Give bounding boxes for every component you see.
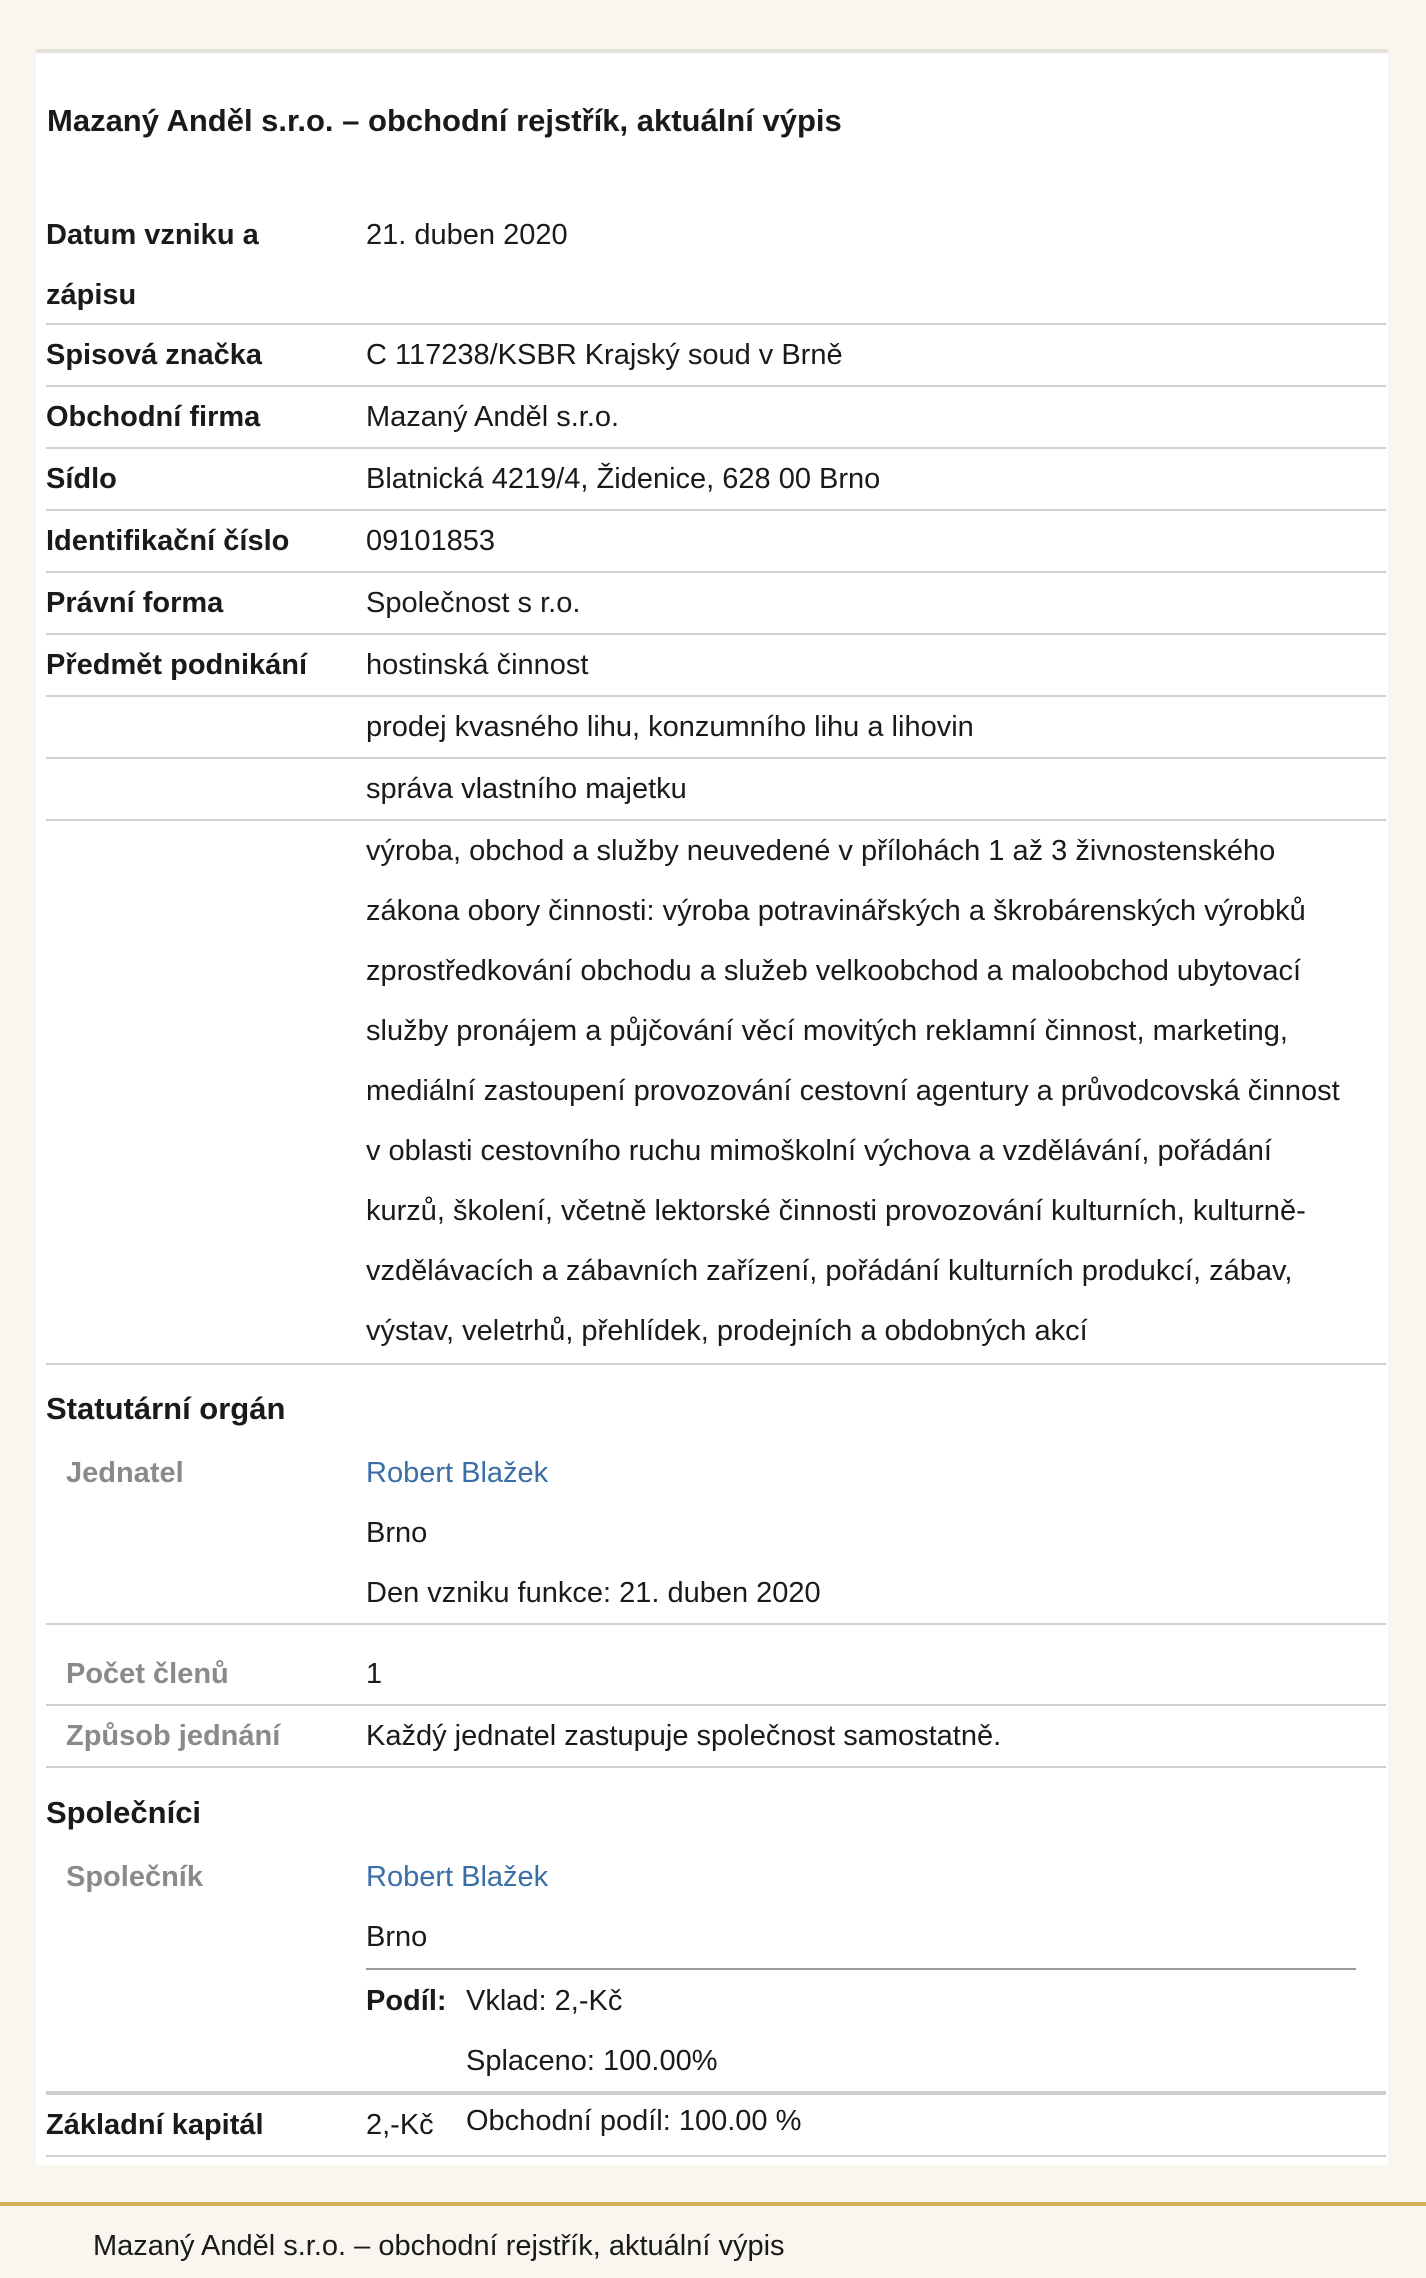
spolecnik-name-link[interactable]: Robert Blažek <box>366 1861 549 1893</box>
value-predmet-4-line-4: služby pronájem a půjčování věcí movitých reklamní činnost, marketing, <box>366 1015 1288 1047</box>
label-pocet-clenu: Počet členů <box>66 1658 229 1690</box>
podil-obchodni: Obchodní podíl: 100.00 % <box>466 2105 802 2137</box>
value-predmet-4-line-1: výroba, obchod a služby neuvedené v přílohách 1 až 3 živnostenského <box>366 835 1276 867</box>
value-obchodni-firma: Mazaný Anděl s.r.o. <box>366 401 620 433</box>
section-spolecnici: Společníci <box>46 1795 202 1830</box>
label-obchodni-firma: Obchodní firma <box>46 401 261 433</box>
row-ico <box>46 511 1386 573</box>
value-predmet-1: hostinská činnost <box>366 649 589 681</box>
label-spisova-znacka: Spisová značka <box>46 339 262 371</box>
value-predmet-4-line-3: zprostředkování obchodu a služeb velkoobchod a maloobchod ubytovací <box>366 955 1302 987</box>
label-zpusob-jednani: Způsob jednání <box>66 1720 281 1752</box>
label-datum-vzniku-2: zápisu <box>46 279 137 311</box>
row-pravni-forma <box>46 573 1386 635</box>
row-spisova-znacka <box>46 325 1386 387</box>
row-obchodni-firma <box>46 387 1386 449</box>
value-predmet-4-line-7: kurzů, školení, včetně lektorské činnosti provozování kulturních, kulturně- <box>366 1195 1306 1227</box>
jednatel-name-link[interactable]: Robert Blažek <box>366 1457 549 1489</box>
row-datum-vzniku <box>46 205 1386 325</box>
podil-divider <box>366 1968 1356 1970</box>
podil-splaceno: Splaceno: 100.00% <box>466 2045 718 2077</box>
jednatel-city: Brno <box>366 1517 428 1549</box>
row-predmet-4 <box>46 821 1386 1365</box>
label-predmet-podnikani: Předmět podnikání <box>46 649 308 681</box>
podil-vklad: Vklad: 2,-Kč <box>466 1985 623 2017</box>
value-pocet-clenu: 1 <box>366 1658 383 1690</box>
row-predmet-1 <box>46 635 1386 697</box>
label-jednatel: Jednatel <box>66 1457 184 1489</box>
row-sidlo <box>46 449 1386 511</box>
value-predmet-3: správa vlastního majetku <box>366 773 687 805</box>
page-footer <box>0 2202 1426 2278</box>
row-predmet-2 <box>46 697 1386 759</box>
row-pocet-clenu <box>46 1644 1386 1706</box>
value-predmet-2: prodej kvasného lihu, konzumního lihu a lihovin <box>366 711 974 743</box>
value-ico: 09101853 <box>366 525 496 557</box>
value-predmet-4-line-9: výstav, veletrhů, přehlídek, prodejních a obdobných akcí <box>366 1315 1088 1347</box>
value-pravni-forma: Společnost s r.o. <box>366 587 581 619</box>
value-predmet-4-line-2: zákona obory činnosti: výroba potravinářských a škrobárenských výrobků <box>366 895 1306 927</box>
row-zakladni-kapital <box>46 2093 1386 2157</box>
spolecnik-city: Brno <box>366 1921 428 1953</box>
value-datum-vzniku: 21. duben 2020 <box>366 219 568 251</box>
row-zpusob-jednani <box>46 1706 1386 1768</box>
label-pravni-forma: Právní forma <box>46 587 224 619</box>
value-predmet-4-line-8: vzdělávacích a zábavních zařízení, pořádání kulturních produkcí, zábav, <box>366 1255 1293 1287</box>
label-zakladni-kapital: Základní kapitál <box>46 2109 264 2141</box>
value-sidlo: Blatnická 4219/4, Židenice, 628 00 Brno <box>366 463 881 495</box>
footer-text: Mazaný Anděl s.r.o. – obchodní rejstřík, aktuální výpis <box>93 2230 785 2262</box>
page-title: Mazaný Anděl s.r.o. – obchodní rejstřík, aktuální výpis <box>47 103 842 138</box>
label-spolecnik: Společník <box>66 1861 203 1893</box>
label-sidlo: Sídlo <box>46 463 117 495</box>
jednatel-since: Den vzniku funkce: 21. duben 2020 <box>366 1577 821 1609</box>
row-predmet-3 <box>46 759 1386 821</box>
podil-label: Podíl: <box>366 1985 447 2017</box>
section-statutarni-organ: Statutární orgán <box>46 1391 286 1426</box>
value-zpusob-jednani: Každý jednatel zastupuje společnost samostatně. <box>366 1720 1002 1752</box>
value-spisova-znacka: C 117238/KSBR Krajský soud v Brně <box>366 339 843 371</box>
row-jednatel <box>46 1443 1386 1625</box>
label-ico: Identifikační číslo <box>46 525 290 557</box>
value-zakladni-kapital: 2,-Kč <box>366 2109 434 2141</box>
register-extract-card <box>36 49 1388 2165</box>
label-datum-vzniku-1: Datum vzniku a <box>46 219 259 251</box>
value-predmet-4-line-5: mediální zastoupení provozování cestovní agentury a průvodcovská činnost <box>366 1075 1340 1107</box>
value-predmet-4-line-6: v oblasti cestovního ruchu mimoškolní výchova a vzdělávání, pořádání <box>366 1135 1272 1167</box>
